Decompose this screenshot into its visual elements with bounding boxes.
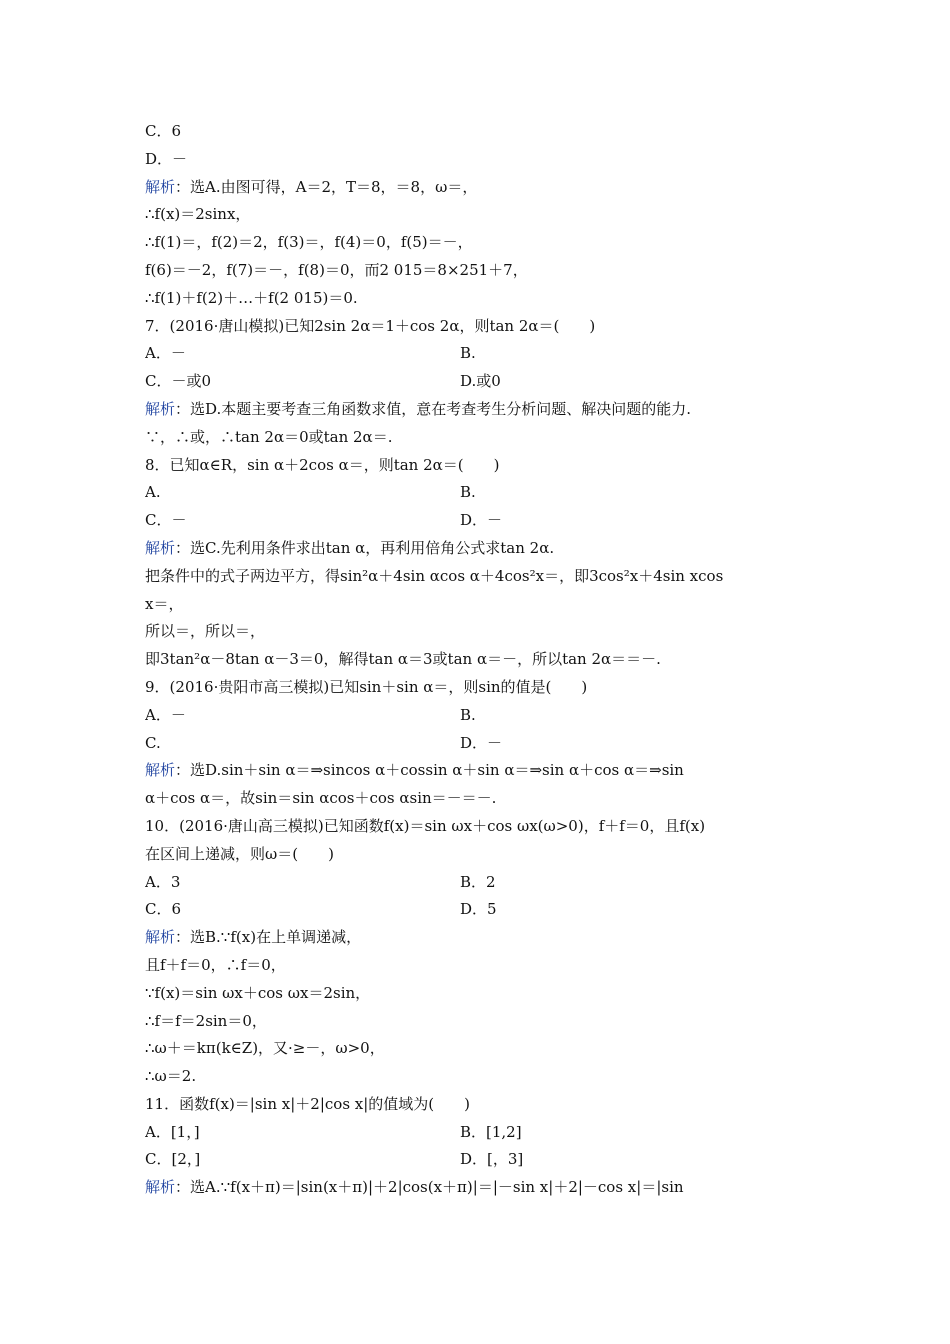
option-left: C．－ (145, 511, 187, 530)
text-line: 10．(2016·唐山高三模拟)已知函数f(x)＝sin ωx＋cos ωx(ω>0)，f＋f＝0，且f(x) (145, 816, 706, 835)
analysis-line (145, 924, 810, 952)
analysis-label: 解析 (145, 1178, 176, 1197)
text-line: ∵f(x)＝sin ωx＋cos ωx＝2sin， (145, 983, 371, 1002)
option-left: C．6 (145, 900, 182, 919)
answer-options-row (145, 507, 810, 535)
answer-options-row (145, 368, 810, 396)
analysis-line (145, 757, 810, 785)
answer-options-row (145, 702, 810, 730)
analysis-line (145, 535, 810, 563)
text-line: 9．(2016·贵阳市高三模拟)已知sin＋sin α＝，则sin的值是( ) (145, 677, 588, 696)
text-line: D．－ (145, 149, 188, 168)
text-line: ∴ω＋＝kπ(k∈Z)，又·≥－，ω>0， (145, 1039, 385, 1058)
text-line: 所以＝，所以＝， (145, 622, 266, 641)
text-line: 且f＋f＝0，∴f＝0， (145, 955, 286, 974)
text-line: 8．已知α∈R，sin α＋2cos α＝，则tan 2α＝( ) (145, 455, 500, 474)
option-left: A．[1，] (145, 1122, 200, 1141)
text-line: 11．函数f(x)＝|sin x|＋2|cos x|的值域为( ) (145, 1094, 471, 1113)
answer-options-row (145, 869, 810, 897)
text-line: 把条件中的式子两边平方，得sin²α＋4sin αcos α＋4cos²x＝，即3cos²x＋4sin xcos (145, 566, 724, 585)
text-line: ∵，∴或，∴tan 2α＝0或tan 2α＝. (145, 427, 393, 446)
analysis-label: 解析 (145, 538, 176, 557)
option-right: D．[，3] (460, 1150, 524, 1169)
text-line: ∴f(x)＝2sinx， (145, 205, 251, 224)
option-right: B. (460, 483, 476, 502)
text-line: f(6)＝－2，f(7)＝－，f(8)＝0，而2 015＝8×251＋7， (145, 260, 528, 279)
analysis-label: 解析 (145, 399, 176, 418)
analysis-label: 解析 (145, 928, 176, 947)
analysis-text: ：选D.本题主要考查三角函数求值，意在考查考生分析问题、解决问题的能力. (175, 399, 692, 418)
option-right: D．－ (460, 511, 503, 530)
analysis-text: ：选C.先利用条件求出tan α，再利用倍角公式求tan 2α. (175, 538, 555, 557)
analysis-text: ：选D.sin＋sin α＝⇒sincos α＋cossin α＋sin α＝⇒sin α＋cos α＝⇒sin (175, 761, 684, 780)
text-line: C．6 (145, 122, 182, 140)
analysis-text: ：选A.∵f(x＋π)＝|sin(x＋π)|＋2|cos(x＋π)|＝|－sin x|＋2|－cos x|＝|sin (175, 1178, 684, 1197)
analysis-line (145, 174, 810, 202)
option-right: B．[1,2] (460, 1122, 522, 1141)
option-left: A．－ (145, 344, 186, 363)
option-left: C．[2，] (145, 1150, 201, 1169)
text-line: ∴ω＝2. (145, 1067, 197, 1086)
analysis-line (145, 1174, 810, 1202)
text-line: 在区间上递减，则ω＝( ) (145, 844, 334, 863)
text-line: ∴f＝f＝2sin＝0， (145, 1011, 267, 1030)
text-line: ∴f(1)＝，f(2)＝2，f(3)＝，f(4)＝0，f(5)＝－， (145, 233, 473, 252)
answer-options-row (145, 479, 810, 507)
option-right: D．5 (460, 900, 497, 919)
text-line: 即3tan²α－8tan α－3＝0，解得tan α＝3或tan α＝－，所以tan 2α＝＝－. (145, 650, 661, 669)
answer-options-row (145, 896, 810, 924)
answer-options-row (145, 1119, 810, 1147)
analysis-label: 解析 (145, 177, 176, 196)
text-line: 7．(2016·唐山模拟)已知2sin 2α＝1＋cos 2α，则tan 2α＝( ) (145, 316, 596, 335)
answer-options-row (145, 1146, 810, 1174)
analysis-text: ：选A.由图可得，A＝2，T＝8，＝8，ω＝， (175, 177, 478, 196)
option-right: B. (460, 705, 476, 724)
option-right: D．－ (460, 733, 503, 752)
option-right: D.或0 (460, 372, 501, 391)
text-line: α＋cos α＝，故sin＝sin αcos＋cos αsin＝－＝－. (145, 789, 497, 808)
option-left: A．3 (145, 872, 181, 891)
option-right: B．2 (460, 872, 496, 891)
text-line: x＝， (145, 594, 184, 613)
option-left: A．－ (145, 705, 186, 724)
answer-options-row (145, 730, 810, 758)
analysis-line (145, 396, 810, 424)
text-line: ∴f(1)＋f(2)＋…＋f(2 015)＝0. (145, 288, 358, 307)
option-left: C．－或0 (145, 372, 212, 391)
analysis-label: 解析 (145, 761, 176, 780)
option-right: B. (460, 344, 476, 363)
option-left: A. (145, 483, 161, 502)
option-left: C. (145, 733, 161, 752)
document-content (145, 118, 810, 1202)
analysis-text: ：选B.∵f(x)在上单调递减， (175, 928, 362, 947)
answer-options-row (145, 340, 810, 368)
